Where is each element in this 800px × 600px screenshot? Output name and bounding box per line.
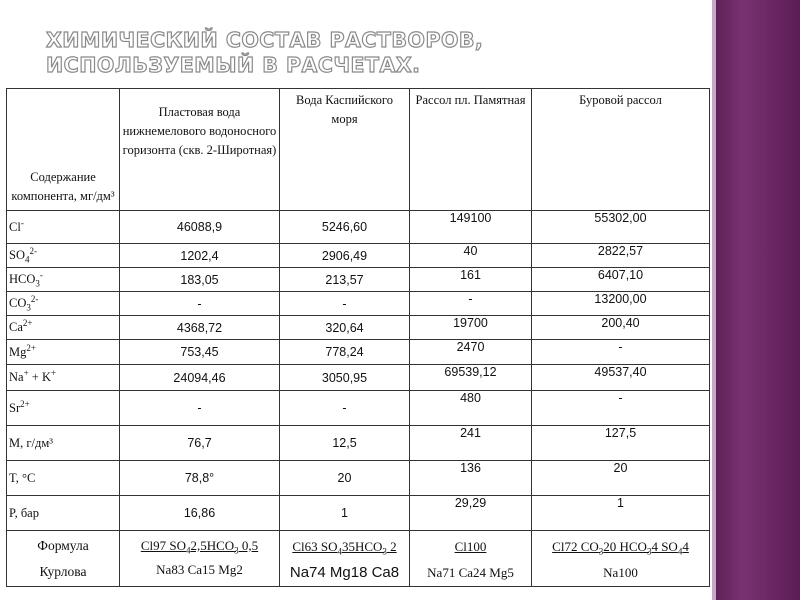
formula-col3-bottom: Na71 Ca24 Mg5: [427, 565, 514, 580]
component-name: $Mg^{2+}$: [7, 340, 120, 365]
cell-value: 12,5: [280, 426, 410, 461]
cell-value: -: [120, 391, 280, 426]
cell-value: 320,64: [280, 316, 410, 340]
table-row: [7, 244, 710, 268]
cell-value: 13200,00: [532, 292, 710, 316]
data-rows: [7, 211, 710, 531]
formula-label-cell: [7, 531, 120, 587]
cell-value: 4368,72: [120, 316, 280, 340]
formula-col3-top: Cl100: [454, 539, 487, 554]
cell-value: 78,8°: [120, 461, 280, 496]
cell-value: 6407,10: [532, 268, 710, 292]
cell-value: 19700: [410, 316, 532, 340]
cell-value: 2822,57: [532, 244, 710, 268]
table-row: [7, 461, 710, 496]
cell-value: 161: [410, 268, 532, 292]
component-name: $Ca^{2+}$: [7, 316, 120, 340]
formula-col4: [532, 531, 710, 587]
cell-value: -: [532, 391, 710, 426]
composition-table: [6, 88, 710, 587]
header-row: [7, 89, 710, 211]
formula-col3: [410, 531, 532, 587]
table-row: [7, 292, 710, 316]
cell-value: 5246,60: [280, 211, 410, 244]
formula-col4-top: Cl72 $CO_320$ $HCO_34$ $SO_44$: [552, 539, 689, 557]
component-name: Na+ + K+: [7, 365, 120, 391]
header-pamyatnaya-brine: Рассол пл. Памятная: [410, 89, 532, 211]
component-name: $CO_3^{2-}$: [7, 292, 120, 316]
cell-value: 2470: [410, 340, 532, 365]
cell-value: 778,24: [280, 340, 410, 365]
table-row: [7, 426, 710, 461]
table-row: [7, 496, 710, 531]
cell-value: 46088,9: [120, 211, 280, 244]
header-formation-water: Пластовая вода нижнемелового водоносного горизонта (скв. 2-Широтная): [120, 89, 280, 211]
cell-value: 213,57: [280, 268, 410, 292]
cell-value: 20: [532, 461, 710, 496]
formula-col2-top: Cl63 $SO_435HCO_3$ 2: [292, 539, 397, 557]
table-row: [7, 316, 710, 340]
cell-value: 241: [410, 426, 532, 461]
table-row: [7, 211, 710, 244]
cell-value: 49537,40: [532, 365, 710, 391]
component-name: $HCO_3^-$: [7, 268, 120, 292]
cell-value: 29,29: [410, 496, 532, 531]
cell-value: -: [410, 292, 532, 316]
cell-value: 20: [280, 461, 410, 496]
cell-value: 1202,4: [120, 244, 280, 268]
cell-value: -: [532, 340, 710, 365]
cell-value: 480: [410, 391, 532, 426]
component-name: Cl-: [7, 211, 120, 244]
cell-value: -: [120, 292, 280, 316]
cell-value: 127,5: [532, 426, 710, 461]
cell-value: 3050,95: [280, 365, 410, 391]
cell-value: 200,40: [532, 316, 710, 340]
formula-col1: [120, 531, 280, 587]
formula-row: [7, 531, 710, 587]
component-name: T, °C: [7, 461, 120, 496]
cell-value: 16,86: [120, 496, 280, 531]
cell-value: 76,7: [120, 426, 280, 461]
cell-value: 55302,00: [532, 211, 710, 244]
header-component: Содержание компонента, мг/дм³: [7, 89, 120, 211]
table-row: [7, 365, 710, 391]
header-drilling-brine: Буровой рассол: [532, 89, 710, 211]
cell-value: 753,45: [120, 340, 280, 365]
cell-value: 40: [410, 244, 532, 268]
table-row: [7, 340, 710, 365]
formula-col4-bottom: Na100: [603, 565, 638, 580]
cell-value: 1: [532, 496, 710, 531]
formula-label-line1: Формула: [37, 537, 89, 553]
cell-value: 69539,12: [410, 365, 532, 391]
component-name: $Sr^{2+}$: [7, 391, 120, 426]
decorative-side-bar: [712, 0, 800, 600]
formula-col2: [280, 531, 410, 587]
cell-value: 1: [280, 496, 410, 531]
formula-col1-top: Cl97 $SO_42,5HCO_3$ 0,5: [140, 538, 259, 556]
component-name: $SO_4^{2-}$: [7, 244, 120, 268]
cell-value: 136: [410, 461, 532, 496]
component-name: M, г/дм³: [7, 426, 120, 461]
formula-col1-bottom: Na83 Ca15 Mg2: [156, 562, 243, 577]
formula-col2-bottom: Na74 Mg18 Ca8: [289, 564, 400, 581]
cell-value: -: [280, 292, 410, 316]
formula-label-line2: Курлова: [39, 563, 87, 579]
cell-value: 149100: [410, 211, 532, 244]
side-bar-edge: [712, 0, 716, 600]
header-caspian-water: Вода Каспийского моря: [280, 89, 410, 211]
cell-value: 2906,49: [280, 244, 410, 268]
slide-title: ХИМИЧЕСКИЙ СОСТАВ РАСТВОРОВ, ИСПОЛЬЗУЕМЫЙ В РАСЧЕТАХ.: [46, 28, 484, 77]
component-name: P, бар: [7, 496, 120, 531]
cell-value: 24094,46: [120, 365, 280, 391]
table-row: [7, 268, 710, 292]
cell-value: -: [280, 391, 410, 426]
cell-value: 183,05: [120, 268, 280, 292]
table-row: [7, 391, 710, 426]
